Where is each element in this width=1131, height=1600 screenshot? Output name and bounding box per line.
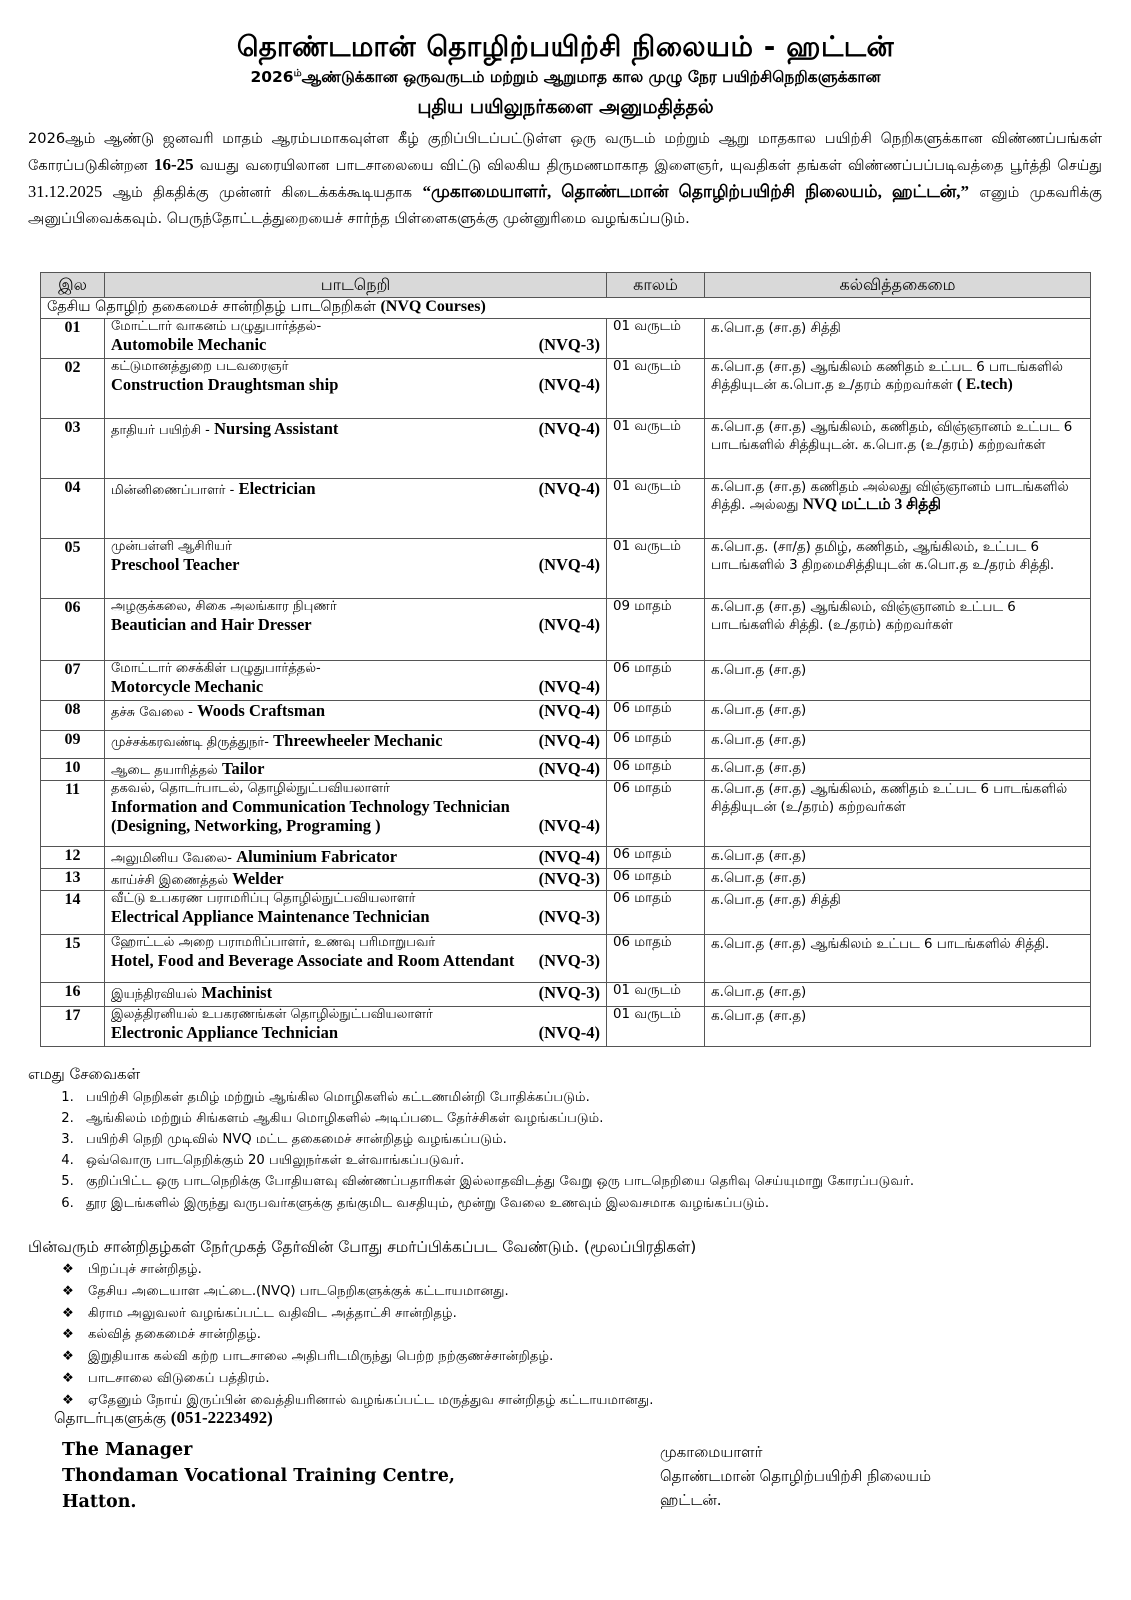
duration-cell: 06 மாதம்	[607, 847, 705, 869]
nvq-level: (NVQ-3)	[538, 869, 600, 888]
row-number: 15	[41, 935, 105, 983]
course-cell: முன்பள்ளி ஆசிரியர் Preschool Teacher (NVQ-4)	[105, 539, 607, 599]
row-number: 12	[41, 847, 105, 869]
courses-table	[40, 272, 1091, 1047]
course-cell: இயந்திரவியல் Machinist (NVQ-3)	[105, 983, 607, 1007]
row-number: 03	[41, 419, 105, 479]
list-item: ❖ கிராம அலுவலர் வழங்கப்பட்ட வதிவிட அத்தாட்சி சான்றிதழ்.	[62, 1303, 653, 1325]
table-row	[41, 781, 1091, 847]
course-name-en: Information and Communication Technology Technician	[111, 797, 510, 816]
column-header-qualification: கல்வித்தகைமை	[705, 273, 1091, 298]
qualification-cell: க.பொ.த (சா.த) ஆங்கிலம், கணிதம் உட்பட 6 பாடங்களில் சித்தியுடன் (உ/தரம்) கற்றவர்கள்	[705, 781, 1091, 847]
course-cell: காய்ச்சி இணைத்தல் Welder (NVQ-3)	[105, 869, 607, 891]
table-row	[41, 869, 1091, 891]
course-name-en: Construction Draughtsman ship	[111, 375, 339, 394]
diamond-bullet-icon: ❖	[62, 1392, 74, 1408]
course-name-en: Woods Craftsman	[197, 701, 326, 720]
course-cell: ஹோட்டல் அறை பராமரிப்பாளர், உணவு பரிமாறுபவர் Hotel, Food and Beverage Associate and Room Attendant (NVQ-3)	[105, 935, 607, 983]
nvq-level: (NVQ-4)	[538, 847, 600, 866]
qualification-cell: க.பொ.த (சா.த) ஆங்கிலம், விஞ்ஞானம் உட்பட 6 பாடங்களில் சித்தி. (உ/தரம்) கற்றவர்கள்	[705, 599, 1091, 661]
course-name-en: Electronic Appliance Technician	[111, 1023, 339, 1042]
table-row	[41, 701, 1091, 731]
list-item: ❖ ஏதேனும் நோய் இருப்பின் வைத்தியரினால் வழங்கப்பட்ட மருத்துவ சான்றிதழ் கட்டாயமானது.	[62, 1390, 653, 1412]
nvq-level: (NVQ-3)	[538, 951, 600, 970]
nvq-level: (NVQ-4)	[538, 701, 600, 720]
nvq-level: (NVQ-4)	[538, 479, 600, 498]
nvq-level: (NVQ-4)	[538, 615, 600, 634]
qualification-cell: க.பொ.த (சா.த) சித்தி	[705, 891, 1091, 935]
row-number: 02	[41, 359, 105, 419]
list-item: ❖ இறுதியாக கல்வி கற்ற பாடசாலை அதிபரிடமிருந்து பெற்ற நற்குணச்சான்றிதழ்.	[62, 1346, 653, 1368]
nvq-level: (NVQ-4)	[538, 555, 600, 574]
table-row	[41, 1007, 1091, 1047]
page-subtitle: $2026^{ம்}ஆண்டுக்கான$ ஒருவருடம் மற்றும் ஆறுமாத கால முழு நேர பயிற்சிநெறிகளுக்கான	[250, 68, 881, 87]
course-name-en: Welder	[232, 869, 284, 888]
row-number: 05	[41, 539, 105, 599]
diamond-bullet-icon: ❖	[62, 1370, 74, 1386]
course-cell: ஆடை தயாரித்தல் Tailor (NVQ-4)	[105, 759, 607, 781]
nvq-level: (NVQ-4)	[538, 731, 600, 750]
duration-cell: 01 வருடம்	[607, 359, 705, 419]
duration-cell: 06 மாதம்	[607, 935, 705, 983]
qualification-cell: க.பொ.த (சா.த)	[705, 759, 1091, 781]
nvq-level: (NVQ-4)	[538, 677, 600, 696]
duration-cell: 06 மாதம்	[607, 891, 705, 935]
course-name-en: Tailor	[221, 759, 265, 778]
intro-paragraph: 2026ஆம் ஆண்டு ஜனவரி மாதம் ஆரம்பமாகவுள்ள கீழ் குறிப்பிடப்பட்டுள்ள ஒரு வருடம் மற்றும் ஆறு மாதகால பயிற்சி நெறிகளுக்கான விண்ணப்பங்கள் கோரப்படுகின்றன 16-25 வயது வரையிலான பாடசாலையை விட்டு விலகிய திருமணமாகாத இளைஞர், யுவதிகள் தங்கள் விண்ணப்பப்படிவத்தை பூர்த்தி செய்து 31.12.2025 ஆம் திகதிக்கு முன்னர் கிடைக்கக்கூடியதாக “முகாமையாளர், தொண்டமான் தொழிற்பயிற்சி நிலையம், ஹட்டன்,” எனும் முகவரிக்கு அனுப்பிவைக்கவும். பெருந்தோட்டத்துறையைச் சார்ந்த பிள்ளைகளுக்கு முன்னுரிமை வழங்கப்படும்.	[28, 130, 1102, 227]
course-name-en: Electrician	[238, 479, 316, 498]
table-row	[41, 539, 1091, 599]
duration-cell: 01 வருடம்	[607, 539, 705, 599]
list-item: ❖ பாடசாலை விடுகைப் பத்திரம்.	[62, 1368, 653, 1390]
signature-tamil: முகாமையாளர் தொண்டமான் தொழிற்பயிற்சி நிலையம் ஹட்டன்.	[660, 1443, 932, 1509]
qualification-cell: க.பொ.த (சா.த)	[705, 847, 1091, 869]
closing-date: 31.12.2025	[28, 182, 103, 201]
row-number: 04	[41, 479, 105, 539]
signature-english: The Manager Thondaman Vocational Training Centre, Hatton.	[62, 1440, 455, 1512]
row-number: 10	[41, 759, 105, 781]
documents-list	[62, 1259, 653, 1412]
phone-number: (051-2223492)	[170, 1408, 273, 1427]
duration-cell: 06 மாதம்	[607, 701, 705, 731]
table-row	[41, 479, 1091, 539]
diamond-bullet-icon: ❖	[62, 1283, 74, 1299]
duration-cell: 01 வருடம்	[607, 983, 705, 1007]
table-row	[41, 661, 1091, 701]
duration-cell: 06 மாதம்	[607, 661, 705, 701]
column-header-duration: காலம்	[607, 273, 705, 298]
course-cell: தாதியர் பயிற்சி - Nursing Assistant (NVQ-4)	[105, 419, 607, 479]
course-name-en: Aluminium Fabricator	[236, 847, 398, 866]
course-cell: தகவல், தொடர்பாடல், தொழில்நுட்பவியலாளர் Information and Communication Technology Technician (Designing, Networking, Programing ) (NVQ-4)	[105, 781, 607, 847]
table-row	[41, 419, 1091, 479]
duration-cell: 06 மாதம்	[607, 731, 705, 759]
course-cell: அலுமினிய வேலை- Aluminium Fabricator (NVQ-4)	[105, 847, 607, 869]
row-number: 07	[41, 661, 105, 701]
nvq-level: (NVQ-4)	[538, 1023, 600, 1042]
list-item: 3. பயிற்சி நெறி முடிவில் NVQ மட்ட தகைமைச் சான்றிதழ் வழங்கப்படும்.	[78, 1129, 1131, 1150]
postal-address: “முகாமையாளர், தொண்டமான் தொழிற்பயிற்சி நிலையம், ஹட்டன்,”	[422, 182, 969, 201]
row-number: 14	[41, 891, 105, 935]
course-cell: முச்சக்கரவண்டி திருத்துநர்- Threewheeler Mechanic (NVQ-4)	[105, 731, 607, 759]
nvq-level: (NVQ-4)	[538, 375, 600, 394]
qualification-cell: க.பொ.த (சா.த)	[705, 661, 1091, 701]
row-number: 17	[41, 1007, 105, 1047]
table-row	[41, 599, 1091, 661]
list-item: 5. குறிப்பிட்ட ஒரு பாடநெறிக்கு போதியளவு விண்ணப்பதாரிகள் இல்லாதவிடத்து வேறு ஒரு பாடநெறியை தெரிவு செய்யுமாறு கோரப்படுவர்.	[78, 1174, 1131, 1190]
qualification-cell: க.பொ.த (சா.த) ஆங்கிலம் உட்பட 6 பாடங்களில் சித்தி.	[705, 935, 1091, 983]
course-cell: கட்டுமானத்துறை படவரைஞர் Construction Draughtsman ship (NVQ-4)	[105, 359, 607, 419]
list-item: ❖ பிறப்புச் சான்றிதழ்.	[62, 1259, 653, 1281]
qualification-cell: க.பொ.த (சா.த)	[705, 1007, 1091, 1047]
qualification-cell: க.பொ.த (சா.த)	[705, 731, 1091, 759]
table-header-row	[41, 273, 1091, 298]
course-cell: அழகுக்கலை, சிகை அலங்கார நிபுணர் Beautician and Hair Dresser (NVQ-4)	[105, 599, 607, 661]
table-row	[41, 731, 1091, 759]
diamond-bullet-icon: ❖	[62, 1327, 74, 1343]
nvq-level: (NVQ-4)	[538, 419, 600, 438]
diamond-bullet-icon: ❖	[62, 1262, 74, 1277]
qualification-cell: க.பொ.த. (சா/த) தமிழ், கணிதம், ஆங்கிலம், உட்பட 6 பாடங்களில் 3 திறமைசித்தியுடன் க.பொ.த உ/தரம் சித்தி.	[705, 539, 1091, 599]
row-number: 08	[41, 701, 105, 731]
services-heading: எமது சேவைகள்	[28, 1065, 141, 1083]
nvq-level: (NVQ-3)	[538, 335, 600, 354]
services-list	[36, 1087, 1131, 1214]
page-title: தொண்டமான் தொழிற்பயிற்சி நிலையம் - ஹட்டன்	[236, 30, 895, 63]
table-row	[41, 359, 1091, 419]
documents-heading: பின்வரும் சான்றிதழ்கள் நேர்முகத் தேர்வின் போது சமர்ப்பிக்கப்பட வேண்டும். (மூலப்பிரதிகள்)	[28, 1238, 697, 1256]
duration-cell: 09 மாதம்	[607, 599, 705, 661]
nvq-level: (NVQ-4)	[538, 816, 600, 835]
qualification-cell: க.பொ.த (சா.த) சித்தி	[705, 319, 1091, 359]
table-row	[41, 983, 1091, 1007]
course-name-en: Threewheeler Mechanic	[273, 731, 443, 750]
duration-cell: 01 வருடம்	[607, 479, 705, 539]
course-cell: மோட்டார் சைக்கிள் பழுதுபார்த்தல்- Motorcycle Mechanic (NVQ-4)	[105, 661, 607, 701]
table-row	[41, 935, 1091, 983]
page-subtitle-2: புதிய பயிலுநர்களை அனுமதித்தல்	[417, 96, 714, 118]
contact-line: தொடர்புகளுக்கு (051-2223492)	[54, 1408, 273, 1427]
row-number: 16	[41, 983, 105, 1007]
duration-cell: 06 மாதம்	[607, 781, 705, 847]
course-cell: இலத்திரனியல் உபகரணங்கள் தொழில்நுட்பவியலாளர் Electronic Appliance Technician (NVQ-4)	[105, 1007, 607, 1047]
row-number: 11	[41, 781, 105, 847]
qualification-cell: க.பொ.த (சா.த) கணிதம் அல்லது விஞ்ஞானம் பாடங்களில் சித்தி. அல்லது NVQ மட்டம் 3 சித்தி	[705, 479, 1091, 539]
nvq-level: (NVQ-4)	[538, 759, 600, 778]
qualification-cell: க.பொ.த (சா.த)	[705, 701, 1091, 731]
list-item: ❖ கல்வித் தகைமைச் சான்றிதழ்.	[62, 1324, 653, 1346]
nvq-level: (NVQ-3)	[538, 907, 600, 926]
course-name-en: Hotel, Food and Beverage Associate and Room Attendant	[111, 951, 515, 970]
table-row	[41, 319, 1091, 359]
section-row: தேசிய தொழிற் தகைமைச் சான்றிதழ் பாடநெறிகள் (NVQ Courses)	[41, 298, 1091, 319]
list-item: 1. பயிற்சி நெறிகள் தமிழ் மற்றும் ஆங்கில மொழிகளில் கட்டணமின்றி போதிக்கப்படும்.	[78, 1087, 1131, 1108]
column-header-no: இல	[41, 273, 105, 298]
qualification-cell: க.பொ.த (சா.த)	[705, 983, 1091, 1007]
course-name-en: Electrical Appliance Maintenance Technician	[111, 907, 430, 926]
duration-cell: 06 மாதம்	[607, 759, 705, 781]
table-row	[41, 891, 1091, 935]
course-name-en: Automobile Mechanic	[111, 335, 267, 354]
list-item: 6. தூர இடங்களில் இருந்து வருபவர்களுக்கு தங்குமிட வசதியும், மூன்று வேலை உணவும் இலவசமாக வழங்கப்படும்.	[78, 1193, 1131, 1214]
duration-cell: 01 வருடம்	[607, 419, 705, 479]
row-number: 01	[41, 319, 105, 359]
duration-cell: 01 வருடம்	[607, 319, 705, 359]
course-cell: மோட்டார் வாகனம் பழுதுபார்த்தல்- Automobile Mechanic (NVQ-3)	[105, 319, 607, 359]
list-item: 2. ஆங்கிலம் மற்றும் சிங்களம் ஆகிய மொழிகளில் அடிப்படை தேர்ச்சிகள் வழங்கப்படும்.	[78, 1108, 1131, 1129]
course-name-en: Machinist	[201, 983, 273, 1002]
course-cell: தச்சு வேலை - Woods Craftsman (NVQ-4)	[105, 701, 607, 731]
table-row	[41, 847, 1091, 869]
duration-cell: 06 மாதம்	[607, 869, 705, 891]
diamond-bullet-icon: ❖	[62, 1305, 74, 1321]
course-name-en: Preschool Teacher	[111, 555, 240, 574]
nvq-level: (NVQ-3)	[538, 983, 600, 1002]
duration-cell: 01 வருடம்	[607, 1007, 705, 1047]
list-item: ❖ தேசிய அடையாள அட்டை.(NVQ) பாடநெறிகளுக்குக் கட்டாயமானது.	[62, 1281, 653, 1303]
row-number: 06	[41, 599, 105, 661]
course-name-en: Beautician and Hair Dresser	[111, 615, 312, 634]
course-cell: வீட்டு உபகரண பராமரிப்பு தொழில்நுட்பவியலாளர் Electrical Appliance Maintenance Technician (NVQ-3)	[105, 891, 607, 935]
row-number: 09	[41, 731, 105, 759]
qualification-cell: க.பொ.த (சா.த)	[705, 869, 1091, 891]
age-range: 16-25	[154, 155, 194, 174]
diamond-bullet-icon: ❖	[62, 1349, 74, 1365]
course-name-en: Nursing Assistant	[214, 419, 339, 438]
course-name-en: Motorcycle Mechanic	[111, 677, 264, 696]
row-number: 13	[41, 869, 105, 891]
column-header-course: பாடநெறி	[105, 273, 607, 298]
qualification-cell: க.பொ.த (சா.த) ஆங்கிலம், கணிதம், விஞ்ஞானம் உட்பட 6 பாடங்களில் சித்தியுடன். க.பொ.த (உ/தரம்) கற்றவர்கள்	[705, 419, 1091, 479]
course-cell: மின்னிணைப்பாளர் - Electrician (NVQ-4)	[105, 479, 607, 539]
qualification-cell: க.பொ.த (சா.த) ஆங்கிலம் கணிதம் உட்பட 6 பாடங்களில் சித்தியுடன் க.பொ.த உ/தரம் கற்றவர்கள் ( E.tech)	[705, 359, 1091, 419]
list-item: 4. ஒவ்வொரு பாடநெறிக்கும் 20 பயிலுநர்கள் உள்வாங்கப்படுவர்.	[78, 1150, 1131, 1171]
table-row	[41, 759, 1091, 781]
